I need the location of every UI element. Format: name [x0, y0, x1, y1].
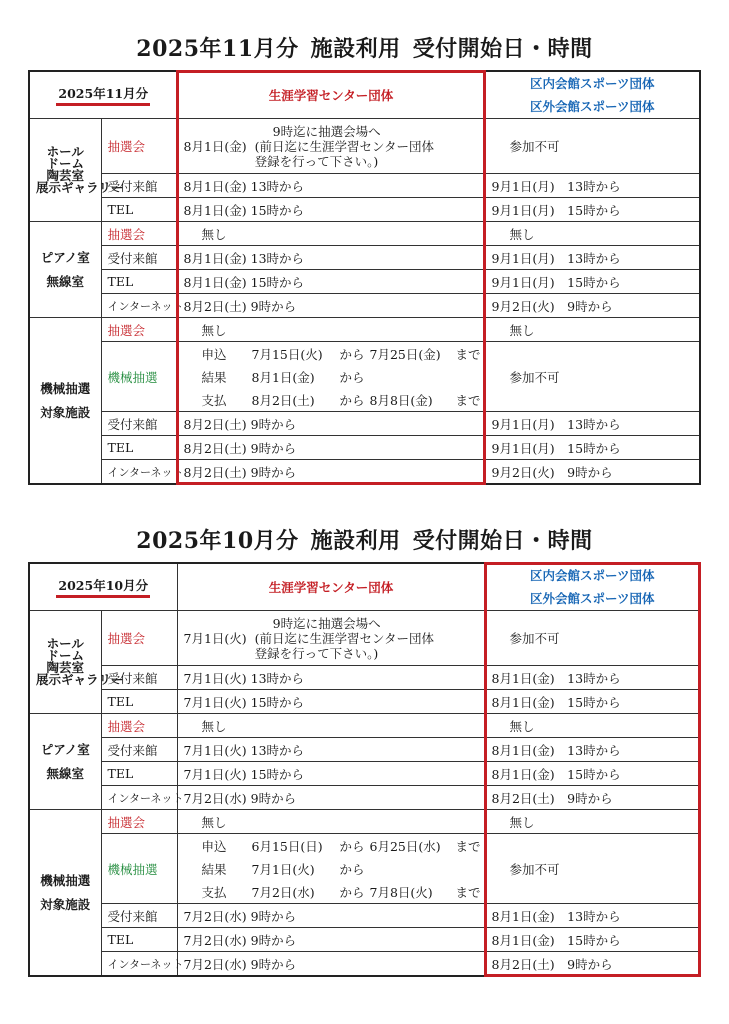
col-header-sports-inner: 区内会館スポーツ団体: [529, 568, 655, 583]
cell-tel-other: 9月1日(月) 15時から: [485, 436, 700, 460]
lottery-note-line: (前日迄に生涯学習センター団体: [254, 138, 435, 154]
machine-result-label: 結果: [201, 369, 227, 385]
group-line: 陶芸室: [46, 660, 84, 675]
lottery-note-line: 登録を行って下さい。): [254, 153, 379, 169]
group-line: ドーム: [46, 156, 84, 171]
machine-pay-kara: から: [339, 884, 365, 900]
col-header-sports-outer: 区外会館スポーツ団体: [529, 591, 655, 606]
section-title: [0, 32, 729, 63]
cell-lottery-lifelong: 無し: [177, 318, 485, 342]
col-header-lifelong: 生涯学習センター団体: [177, 563, 485, 611]
cell-internet-other: 8月2日(土) 9時から: [485, 786, 700, 810]
machine-apply-label: 申込: [201, 838, 227, 854]
title-reception-start: 受付開始日・時間: [412, 36, 593, 62]
row-label-internet: インターネット: [101, 294, 177, 318]
cell-internet-lifelong: 8月2日(土) 9時から: [177, 460, 485, 485]
cell-tel-lifelong: 8月1日(金) 15時から: [177, 270, 485, 294]
group-piano-radio: [29, 222, 101, 318]
row-label-visit: 受付来館: [101, 666, 177, 690]
lottery-date: 8月1日(金): [183, 139, 247, 154]
cell-machine-result: [177, 365, 485, 388]
group-line: ドーム: [46, 648, 84, 663]
cell-lottery-lifelong: 無し: [177, 714, 485, 738]
group-line: 機械抽選: [40, 872, 91, 888]
col-header-sports: [485, 563, 700, 611]
cell-tel-other: 9月1日(月) 15時から: [485, 270, 700, 294]
cell-machine-other: 参加不可: [485, 342, 700, 412]
lottery-note: [255, 122, 434, 171]
cell-lottery-other: 無し: [485, 810, 700, 834]
group-line: 対象施設: [40, 404, 91, 420]
title-month: 2025年10月分: [136, 528, 299, 554]
group-line: 陶芸室: [46, 168, 84, 183]
machine-result-label: 結果: [201, 861, 227, 877]
group-machine-lottery-facilities: [29, 318, 101, 485]
machine-apply-made: まで: [455, 346, 481, 362]
cell-internet-lifelong: 7月2日(水) 9時から: [177, 786, 485, 810]
machine-apply-to: 7月25日(金): [369, 346, 441, 362]
cell-lottery-other: 無し: [485, 222, 700, 246]
cell-tel-lifelong: 7月1日(火) 15時から: [177, 690, 485, 714]
cell-visit-other: 9月1日(月) 13時から: [485, 174, 700, 198]
machine-pay-from: 8月2日(土): [251, 392, 315, 408]
machine-apply-label: 申込: [201, 346, 227, 362]
schedule-table-wrapper: [28, 562, 699, 977]
title-reception-start: 受付開始日・時間: [412, 528, 593, 554]
machine-result-date: 8月1日(金): [251, 369, 315, 385]
machine-apply-made: まで: [455, 838, 481, 854]
col-header-sports-inner: 区内会館スポーツ団体: [529, 76, 655, 91]
cell-visit-lifelong: 8月2日(土) 9時から: [177, 412, 485, 436]
machine-pay-from: 7月2日(水): [251, 884, 315, 900]
cell-lottery-other: 参加不可: [485, 611, 700, 666]
row-label-machine-lottery: 機械抽選: [101, 342, 177, 412]
cell-lottery-other: 無し: [485, 318, 700, 342]
cell-tel-other: 8月1日(金) 15時から: [485, 928, 700, 952]
group-machine-lottery-facilities: [29, 810, 101, 977]
machine-result-date: 7月1日(火): [251, 861, 315, 877]
cell-visit-other: 9月1日(月) 13時から: [485, 412, 700, 436]
machine-pay-to: 7月8日(火): [369, 884, 433, 900]
schedule-table-wrapper: [28, 70, 699, 485]
machine-apply-to: 6月25日(水): [369, 838, 441, 854]
cell-machine-pay: [177, 880, 485, 904]
row-label-lottery: 抽選会: [101, 119, 177, 174]
row-label-visit: 受付来館: [101, 246, 177, 270]
cell-machine-pay: [177, 388, 485, 412]
group-line: ホール: [46, 636, 84, 651]
cell-tel-other: 8月1日(金) 15時から: [485, 690, 700, 714]
row-label-lottery: 抽選会: [101, 611, 177, 666]
cell-visit-other: 8月1日(金) 13時から: [485, 904, 700, 928]
cell-tel-other: 8月1日(金) 15時から: [485, 762, 700, 786]
row-label-internet: インターネット: [101, 460, 177, 485]
cell-internet-other: 9月2日(火) 9時から: [485, 460, 700, 485]
cell-visit-other: 9月1日(月) 13時から: [485, 246, 700, 270]
machine-pay-made: まで: [455, 884, 481, 900]
cell-lottery-other: 参加不可: [485, 119, 700, 174]
section-title: [0, 524, 729, 555]
lottery-note-line: (前日迄に生涯学習センター団体: [254, 630, 435, 646]
cell-machine-apply: [177, 342, 485, 366]
machine-pay-to: 8月8日(金): [369, 392, 433, 408]
cell-lottery-lifelong: [177, 611, 485, 666]
row-label-internet: インターネット: [101, 786, 177, 810]
lottery-note-line: 登録を行って下さい。): [254, 645, 379, 661]
row-label-visit: 受付来館: [101, 904, 177, 928]
cell-tel-other: 9月1日(月) 15時から: [485, 198, 700, 222]
machine-apply-from: 6月15日(日): [251, 838, 323, 854]
cell-lottery-lifelong: [177, 119, 485, 174]
cell-machine-result: [177, 857, 485, 880]
title-facility-use: 施設利用: [310, 36, 401, 62]
cell-tel-lifelong: 7月2日(水) 9時から: [177, 928, 485, 952]
group-line: 無線室: [46, 765, 84, 781]
cell-tel-lifelong: 8月2日(土) 9時から: [177, 436, 485, 460]
cell-visit-other: 8月1日(金) 13時から: [485, 666, 700, 690]
machine-pay-label: 支払: [201, 392, 227, 408]
group-line: ピアノ室: [40, 249, 90, 265]
row-label-machine-lottery: 機械抽選: [101, 834, 177, 904]
row-label-tel: TEL: [101, 690, 177, 714]
group-piano-radio: [29, 714, 101, 810]
group-line: 無線室: [46, 273, 84, 289]
cell-internet-lifelong: 7月2日(水) 9時から: [177, 952, 485, 977]
cell-internet-lifelong: 8月2日(土) 9時から: [177, 294, 485, 318]
cell-tel-lifelong: 7月1日(火) 15時から: [177, 762, 485, 786]
row-label-lottery: 抽選会: [101, 222, 177, 246]
month-label-cell: [29, 563, 177, 611]
row-label-tel: TEL: [101, 198, 177, 222]
month-label: 2025年10月分: [56, 577, 150, 598]
group-line: 機械抽選: [40, 380, 91, 396]
lottery-date: 7月1日(火): [183, 631, 247, 646]
month-label-cell: [29, 71, 177, 119]
machine-pay-label: 支払: [201, 884, 227, 900]
machine-pay-made: まで: [455, 392, 481, 408]
row-label-visit: 受付来館: [101, 174, 177, 198]
row-label-lottery: 抽選会: [101, 318, 177, 342]
cell-visit-lifelong: 7月1日(火) 13時から: [177, 666, 485, 690]
schedule-table: [28, 562, 701, 977]
title-facility-use: 施設利用: [310, 528, 401, 554]
machine-result-kara: から: [339, 369, 365, 385]
cell-internet-other: 9月2日(火) 9時から: [485, 294, 700, 318]
machine-pay-kara: から: [339, 392, 365, 408]
machine-apply-kara: から: [339, 838, 365, 854]
cell-tel-lifelong: 8月1日(金) 15時から: [177, 198, 485, 222]
cell-visit-lifelong: 7月2日(水) 9時から: [177, 904, 485, 928]
cell-machine-apply: [177, 834, 485, 858]
cell-visit-lifelong: 8月1日(金) 13時から: [177, 246, 485, 270]
cell-lottery-lifelong: 無し: [177, 810, 485, 834]
row-label-visit: 受付来館: [101, 412, 177, 436]
col-header-sports: [485, 71, 700, 119]
cell-visit-other: 8月1日(金) 13時から: [485, 738, 700, 762]
row-label-tel: TEL: [101, 762, 177, 786]
lottery-note: [255, 614, 434, 663]
row-label-lottery: 抽選会: [101, 714, 177, 738]
row-label-tel: TEL: [101, 928, 177, 952]
lottery-note-line: 9時迄に抽選会場へ: [272, 615, 381, 631]
group-line: 対象施設: [40, 896, 91, 912]
machine-apply-kara: から: [339, 346, 365, 362]
group-line: 展示ギャラリー: [36, 180, 124, 195]
cell-internet-other: 8月2日(土) 9時から: [485, 952, 700, 977]
group-line: 展示ギャラリー: [36, 672, 124, 687]
cell-lottery-lifelong: 無し: [177, 222, 485, 246]
row-label-tel: TEL: [101, 270, 177, 294]
row-label-internet: インターネット: [101, 952, 177, 977]
col-header-lifelong: 生涯学習センター団体: [177, 71, 485, 119]
title-month: 2025年11月分: [136, 36, 299, 62]
cell-machine-other: 参加不可: [485, 834, 700, 904]
machine-result-kara: から: [339, 861, 365, 877]
row-label-visit: 受付来館: [101, 738, 177, 762]
month-label: 2025年11月分: [56, 85, 150, 106]
col-header-sports-outer: 区外会館スポーツ団体: [529, 99, 655, 114]
cell-visit-lifelong: 7月1日(火) 13時から: [177, 738, 485, 762]
machine-apply-from: 7月15日(火): [251, 346, 323, 362]
group-line: ホール: [46, 144, 84, 159]
cell-visit-lifelong: 8月1日(金) 13時から: [177, 174, 485, 198]
group-line: ピアノ室: [40, 741, 90, 757]
lottery-note-line: 9時迄に抽選会場へ: [272, 123, 381, 139]
row-label-tel: TEL: [101, 436, 177, 460]
row-label-lottery: 抽選会: [101, 810, 177, 834]
schedule-table: [28, 70, 701, 485]
cell-lottery-other: 無し: [485, 714, 700, 738]
